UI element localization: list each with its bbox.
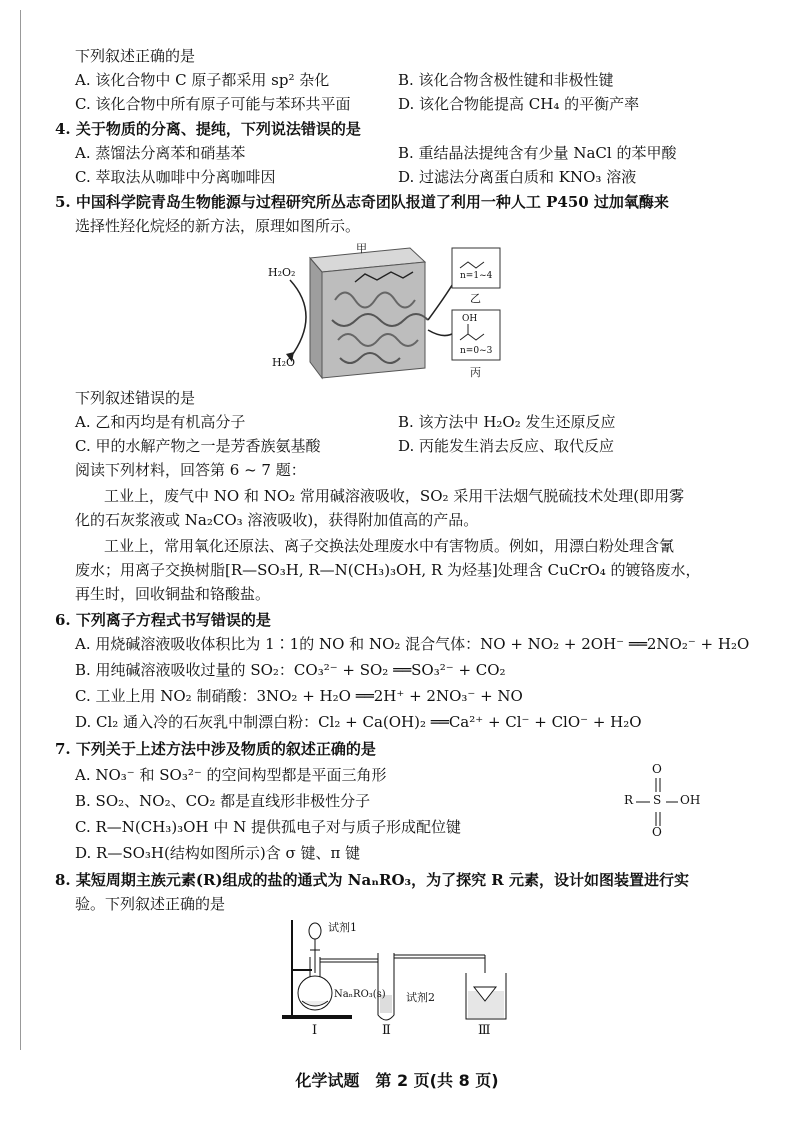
material-p1-line2: 化的石灰浆液或 Na₂CO₃ 溶液吸收)，获得附加值高的产品。 (75, 511, 479, 529)
margin-rule (20, 10, 21, 1050)
apparatus-i-label: Ⅰ (312, 1023, 318, 1038)
material-p1-line1: 工业上，废气中 NO 和 NO₂ 常用碱溶液吸收，SO₂ 采用干法烟气脱硫技术处理(即用雾 (104, 487, 685, 505)
q5-option-a: A. 乙和丙均是有机高分子 (75, 413, 246, 431)
q6-stem: 6. 下列离子方程式书写错误的是 (55, 611, 271, 629)
q7-option-c: C. R—N(CH₃)₃OH 中 N 提供孤电子对与质子形成配位键 (75, 818, 461, 836)
q6-option-a: A. 用烧碱溶液吸收体积比为 1∶1的 NO 和 NO₂ 混合气体：NO + NO₂ + 2OH⁻ ══2NO₂⁻ + H₂O (75, 635, 750, 653)
q5-stem-line2: 选择性羟化烷烃的新方法，原理如图所示。 (75, 217, 361, 235)
q5-option-c: C. 甲的水解产物之一是芳香族氨基酸 (75, 437, 321, 455)
salt-label: NaₙRO₃(s) (334, 989, 386, 1000)
q7-stem: 7. 下列关于上述方法中涉及物质的叙述正确的是 (55, 740, 376, 758)
q7-option-b: B. SO₂、NO₂、CO₂ 都是直线形非极性分子 (75, 792, 371, 810)
q5-option-b: B. 该方法中 H₂O₂ 发生还原反应 (398, 413, 616, 431)
q5-stem-line1: 5. 中国科学院青岛生物能源与过程研究所丛志奇团队报道了利用一种人工 P450 过加氧酶来 (55, 193, 669, 211)
q4-option-a: A. 蒸馏法分离苯和硝基苯 (75, 144, 246, 162)
q6-option-d: D. Cl₂ 通入冷的石灰乳中制漂白粉：Cl₂ + Ca(OH)₂ ══Ca²⁺ + Cl⁻ + ClO⁻ + H₂O (75, 713, 642, 731)
q3-option-d: D. 该化合物能提高 CH₄ 的平衡产率 (398, 95, 640, 113)
struct-oh: OH (680, 793, 701, 807)
material-p2-line3: 再生时，回收铜盐和铬酸盐。 (75, 585, 271, 603)
jia-label: 甲 (356, 242, 367, 255)
h2o2-label: H₂O₂ (268, 266, 296, 279)
q3-option-b: B. 该化合物含极性键和非极性键 (398, 71, 614, 89)
reagent2-label: 试剂2 (406, 991, 435, 1004)
q8-stem-line1: 8. 某短周期主族元素(R)组成的盐的通式为 NaₙRO₃，为了探究 R 元素，设计如图装置进行实 (55, 871, 689, 889)
yi-label: 乙 (470, 292, 481, 305)
apparatus-figure (270, 915, 530, 1040)
sulfonic-acid-structure (620, 762, 710, 842)
q4-stem: 4. 关于物质的分离、提纯，下列说法错误的是 (55, 120, 361, 138)
q7-option-a: A. NO₃⁻ 和 SO₃²⁻ 的空间构型都是平面三角形 (75, 766, 387, 784)
apparatus-ii-label: Ⅱ (382, 1023, 391, 1038)
struct-o-bottom: O (652, 825, 662, 839)
struct-o-top: O (652, 762, 662, 776)
struct-s: S (653, 793, 662, 807)
q3-stem: 下列叙述正确的是 (75, 47, 196, 65)
oh-label: OH (462, 314, 478, 324)
q7-option-d: D. R—SO₃H(结构如图所示)含 σ 键、π 键 (75, 844, 361, 862)
h2o-label: H₂O (272, 356, 296, 369)
q6-option-b: B. 用纯碱溶液吸收过量的 SO₂：CO₃²⁻ + SO₂ ══SO₃²⁻ + CO₂ (75, 661, 506, 679)
q3-option-a: A. 该化合物中 C 原子都采用 sp² 杂化 (75, 71, 330, 89)
q4-option-d: D. 过滤法分离蛋白质和 KNO₃ 溶液 (398, 168, 637, 186)
q4-option-b: B. 重结晶法提纯含有少量 NaCl 的苯甲酸 (398, 144, 677, 162)
q4-option-c: C. 萃取法从咖啡中分离咖啡因 (75, 168, 276, 186)
q5-sub-stem: 下列叙述错误的是 (75, 389, 196, 407)
q5-option-d: D. 丙能发生消去反应、取代反应 (398, 437, 615, 455)
n-range-yi: n=1~4 (460, 271, 493, 281)
struct-r: R (624, 793, 634, 807)
material-intro: 阅读下列材料，回答第 6 ~ 7 题： (75, 461, 306, 479)
q6-option-c: C. 工业上用 NO₂ 制硝酸：3NO₂ + H₂O ══2H⁺ + 2NO₃⁻ + NO (75, 687, 523, 705)
enzyme-figure (260, 240, 520, 385)
q8-stem-line2: 验。下列叙述正确的是 (75, 895, 226, 913)
q3-option-c: C. 该化合物中所有原子可能与苯环共平面 (75, 95, 351, 113)
n-range-bing: n=0~3 (460, 346, 493, 356)
reagent1-label: 试剂1 (328, 921, 357, 934)
material-p2-line2: 废水；用离子交换树脂[R—SO₃H, R—N(CH₃)₃OH, R 为烃基]处理含 CuCrO₄ 的镀铬废水， (75, 561, 701, 579)
bing-label: 丙 (470, 366, 481, 379)
apparatus-iii-label: Ⅲ (478, 1023, 491, 1038)
material-p2-line1: 工业上，常用氧化还原法、离子交换法处理废水中有害物质。例如，用漂白粉处理含氰 (104, 537, 675, 555)
page-footer: 化学试题 第 2 页(共 8 页) (295, 1071, 499, 1090)
